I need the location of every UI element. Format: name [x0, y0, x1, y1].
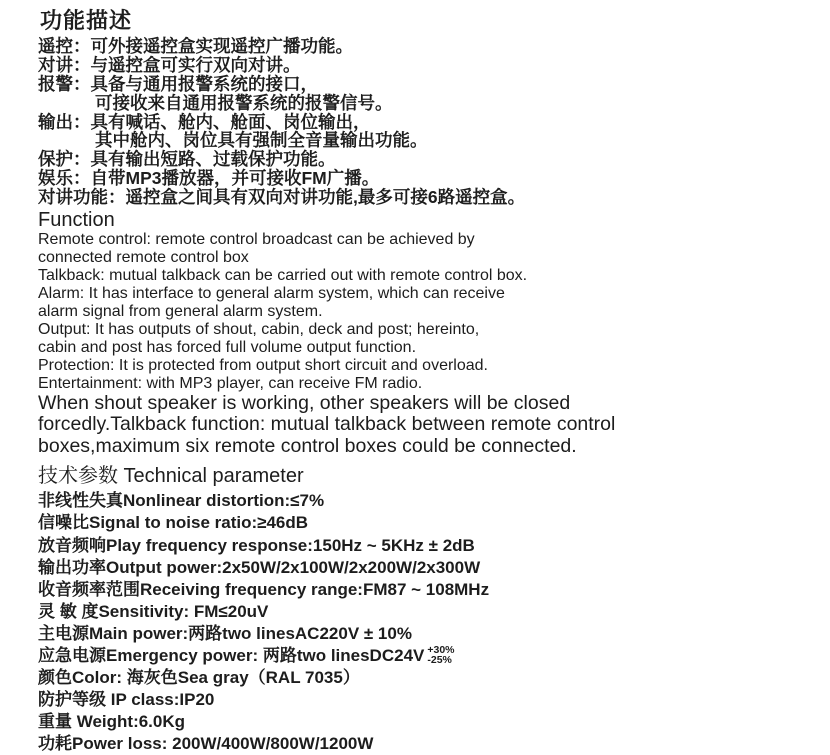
tech-line-color: 颜色Color: 海灰色Sea gray（RAL 7035） [38, 668, 360, 688]
function-title-en: Function [38, 208, 115, 231]
en-line-remote-1: Remote control: remote control broadcast can be achieved by [38, 230, 475, 248]
en-line-remote-2: connected remote control box [38, 248, 249, 266]
tolerance-upper: +30% [427, 643, 455, 656]
cn-line-entertainment: 娱乐：自带MP3播放器，并可接收FM广播。 [38, 167, 380, 188]
en-line-entertainment: Entertainment: with MP3 player, can receive FM radio. [38, 374, 423, 392]
tolerance-lower: -25% [427, 653, 452, 666]
tech-line-ip-class: 防护等级 IP class:IP20 [38, 690, 215, 710]
tech-line-main-power: 主电源Main power:两路two linesAC220V ± 10% [38, 623, 412, 643]
en-note-line-2: forcedly.Talkback function: mutual talkback between remote control [38, 413, 616, 436]
tech-line-weight: 重量 Weight:6.0Kg [38, 712, 186, 732]
cn-line-remote-control: 遥控：可外接遥控盒实现遥控广播功能。 [38, 36, 353, 57]
en-note-line-3: boxes,maximum six remote control boxes could be connected. [38, 434, 577, 457]
tech-line-receiving-frequency: 收音频率范围Receiving frequency range:FM87 ~ 108MHz [38, 579, 490, 599]
tech-line-sensitivity: 灵 敏 度Sensitivity: FM≤20uV [38, 601, 269, 621]
tech-line-play-frequency: 放音频响Play frequency response:150Hz ~ 5KHz ± 2dB [38, 535, 475, 555]
tech-line-distortion: 非线性失真Nonlinear distortion:≤7% [38, 491, 325, 511]
en-note-line-1: When shout speaker is working, other speakers will be closed [38, 391, 571, 414]
cn-line-alarm-2: 可接收来自通用报警系统的报警信号。 [95, 92, 393, 113]
tech-line-snr: 信噪比Signal to noise ratio:≥46dB [38, 513, 309, 533]
cn-line-talkback-function: 对讲功能：遥控盒之间具有双向对讲功能,最多可接6路遥控盒。 [38, 186, 526, 207]
en-line-alarm-2: alarm signal from general alarm system. [38, 302, 323, 320]
cn-line-output-1: 输出：具有喊话、舱内、舱面、岗位输出， [38, 111, 371, 132]
en-line-talkback: Talkback: mutual talkback can be carried out with remote control box. [38, 266, 528, 284]
tech-line-output-power: 输出功率Output power:2x50W/2x100W/2x200W/2x300W [38, 557, 481, 577]
en-line-output-2: cabin and post has forced full volume output function. [38, 338, 417, 356]
tech-line-power-loss: 功耗Power loss: 200W/400W/800W/1200W [38, 734, 374, 754]
cn-line-talkback: 对讲：与遥控盒可实行双向对讲。 [38, 55, 301, 76]
function-description-title-cn: 功能描述 [40, 8, 133, 33]
cn-line-output-2: 其中舱内、岗位具有强制全音量输出功能。 [95, 130, 428, 151]
en-line-protection: Protection: It is protected from output short circuit and overload. [38, 356, 488, 374]
cn-line-alarm-1: 报警：具备与通用报警系统的接口， [38, 73, 318, 94]
tech-line-emergency-power [38, 645, 830, 667]
cn-line-protection: 保护：具有输出短路、过载保护功能。 [38, 149, 336, 170]
tech-line-emergency-power-text: 应急电源Emergency power: 两路two linesDC24V [38, 646, 425, 665]
en-line-alarm-1: Alarm: It has interface to general alarm system, which can receive [38, 284, 505, 302]
dc-voltage-tolerance [427, 645, 454, 665]
en-line-output-1: Output: It has outputs of shout, cabin, deck and post; hereinto, [38, 320, 480, 338]
technical-parameter-title: 技术参数 Technical parameter [38, 465, 304, 488]
